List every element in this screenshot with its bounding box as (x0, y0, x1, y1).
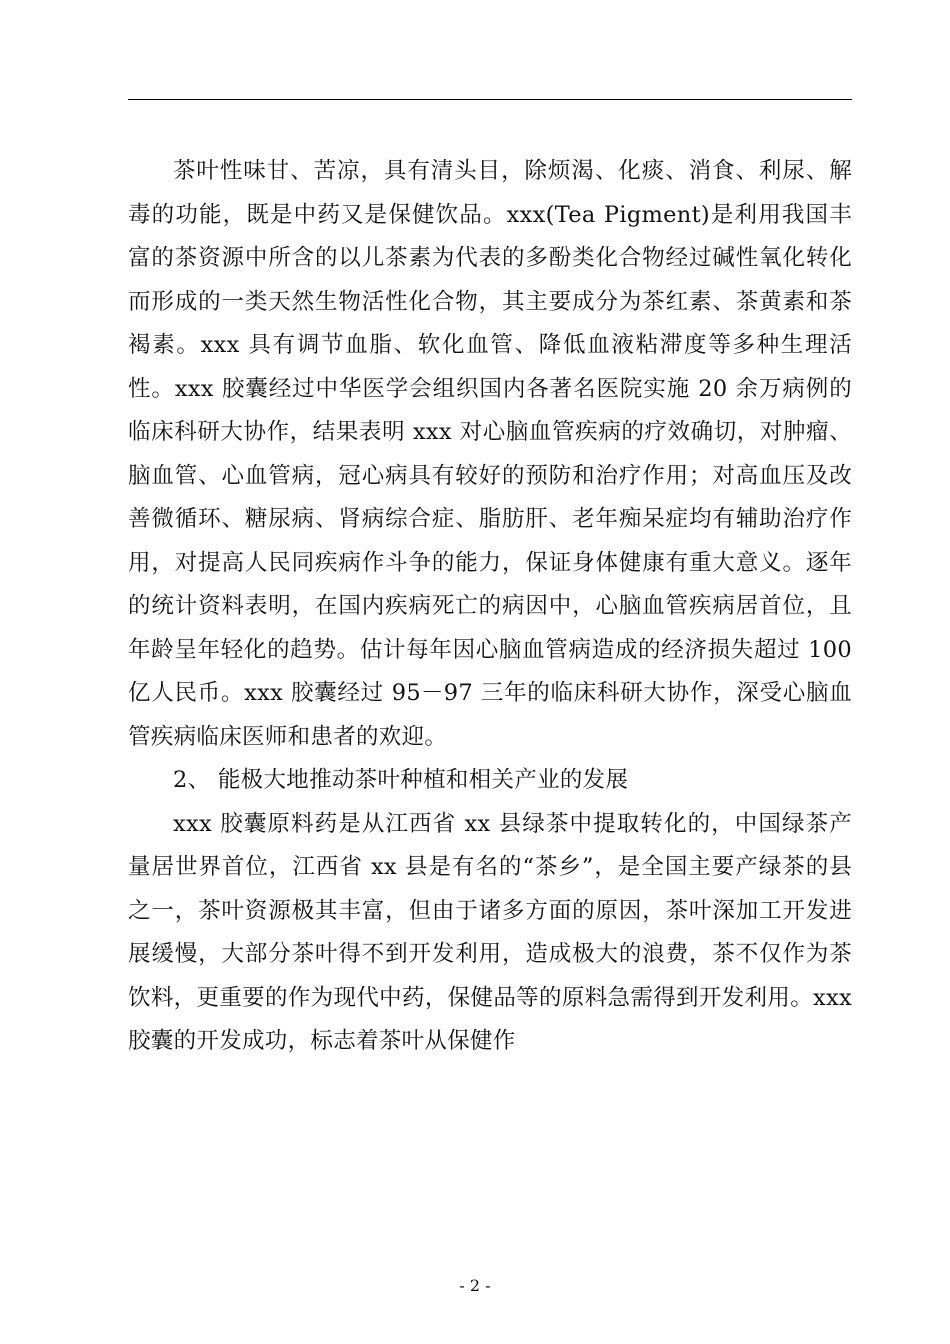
paragraph-raw-material: xxx 胶囊原料药是从江西省 xx 县绿茶中提取转化的，中国绿茶产量居世界首位，江西省 xx 县是有名的“茶乡”，是全国主要产绿茶的县之一，茶叶资源极其丰富，但由于诸多方面的原因，茶叶深加工开发进展缓慢，大部分茶叶得不到开发利用，造成极大的浪费，茶不仅作为茶饮料，更重要的作为现代中药，保健品等的原料急需得到开发利用。xxx 胶囊的开发成功，标志着茶叶从保健作 (128, 810, 852, 1054)
section-heading-industry: 2、 能极大地推动茶叶种植和相关产业的发展 (173, 767, 629, 793)
document-body (128, 150, 852, 1064)
paragraph-tea-properties: 茶叶性味甘、苦凉，具有清头目，除烦渴、化痰、消食、利尿、解毒的功能，既是中药又是保健饮品。xxx(Tea Pigment)是利用我国丰富的茶资源中所含的以儿茶素为代表的多酚类化合物经过碱性氧化转化而形成的一类天然生物活性化合物，其主要成分为茶红素、茶黄素和茶褐素。xxx 具有调节血脂、软化血管、降低血液粘滞度等多种生理活性。xxx 胶囊经过中华医学会组织国内各著名医院实施 20 余万病例的临床科研大协作，结果表明 xxx 对心脑血管疾病的疗效确切，对肿瘤、脑血管、心血管病，冠心病具有较好的预防和治疗作用；对高血压及改善微循环、糖尿病、肾病综合症、脂肪肝、老年痴呆症均有辅助治疗作用，对提高人民同疾病作斗争的能力，保证身体健康有重大意义。逐年的统计资料表明，在国内疾病死亡的病因中，心脑血管疾病居首位，且年龄呈年轻化的趋势。估计每年因心脑血管病造成的经济损失超过 100 亿人民币。xxx 胶囊经过 95－97 三年的临床科研大协作，深受心脑血管疾病临床医师和患者的欢迎。 (128, 158, 852, 750)
header-rule (128, 99, 852, 100)
page-number: - 2 - (459, 1276, 491, 1295)
